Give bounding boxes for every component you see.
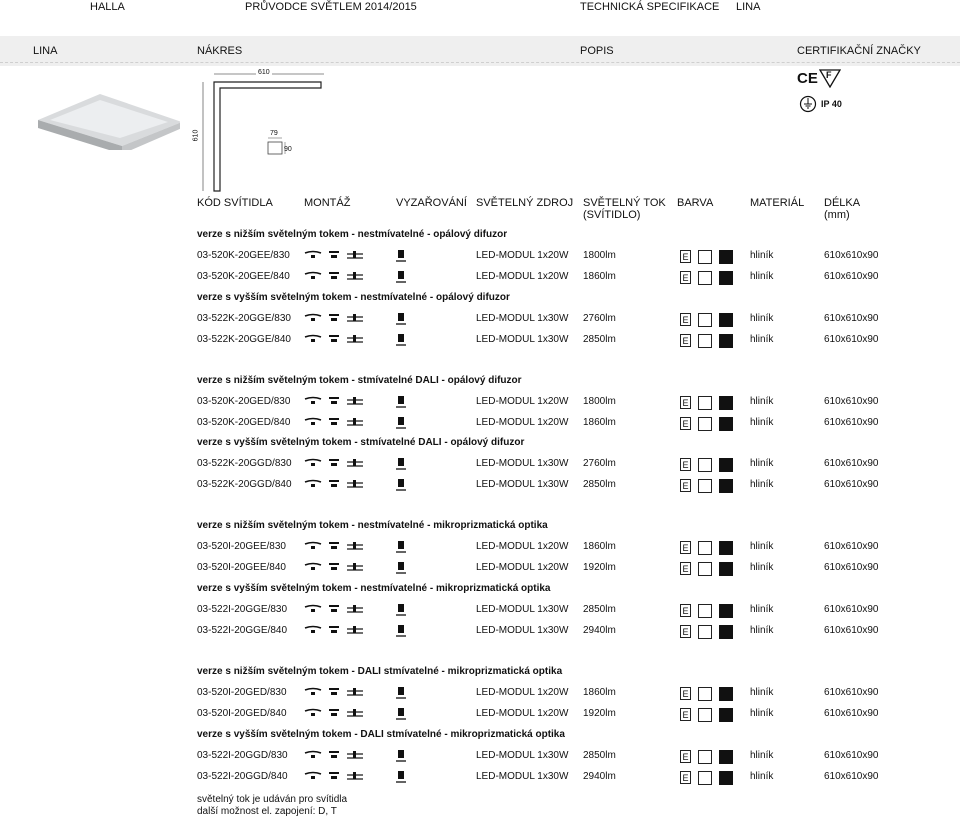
table-row (0, 625, 960, 639)
ip-rating: IP 40 (821, 99, 842, 109)
light-source: LED-MODUL 1x30W (476, 771, 569, 782)
mounting-icons (303, 687, 375, 700)
top-bar (0, 0, 960, 16)
color-white-swatch (698, 479, 712, 493)
mounting-icons (303, 458, 375, 471)
luminous-flux: 1920lm (583, 708, 616, 719)
color-black-swatch (719, 250, 733, 264)
color-e-marker: E (680, 334, 691, 347)
color-e-marker: E (680, 250, 691, 263)
product-code: 03-522K-20GGE/830 (197, 313, 291, 324)
dimensions: 610x610x90 (824, 250, 879, 261)
color-black-swatch (719, 708, 733, 722)
mounting-icons (303, 541, 375, 554)
dimensions: 610x610x90 (824, 625, 879, 636)
luminous-flux: 2850lm (583, 604, 616, 615)
col-kod: KÓD SVÍTIDLA (197, 197, 273, 209)
luminous-flux: 1860lm (583, 271, 616, 282)
dimensions: 610x610x90 (824, 458, 879, 469)
light-source: LED-MODUL 1x30W (476, 458, 569, 469)
color-black-swatch (719, 334, 733, 348)
dimensions: 610x610x90 (824, 271, 879, 282)
emission-icon (396, 625, 406, 640)
material: hliník (750, 708, 774, 719)
mounting-icons (303, 417, 375, 430)
section-label: verze s nižším světelným tokem - nestmívatelné - mikroprizmatická optika (197, 520, 548, 531)
mounting-icons (303, 250, 375, 263)
color-black-swatch (719, 625, 733, 639)
emission-icon (396, 687, 406, 702)
color-e-marker: E (680, 687, 691, 700)
mounting-icons (303, 271, 375, 284)
dimensions: 610x610x90 (824, 334, 879, 345)
material: hliník (750, 479, 774, 490)
col-vyzarovani: VYZAŘOVÁNÍ (396, 197, 467, 209)
mounting-icons (303, 604, 375, 617)
section-label: verze s nižším světelným tokem - DALI stmívatelné - mikroprizmatická optika (197, 666, 563, 677)
product-code: 03-520I-20GED/840 (197, 708, 287, 719)
light-source: LED-MODUL 1x30W (476, 604, 569, 615)
dimensions: 610x610x90 (824, 417, 879, 428)
emission-icon (396, 479, 406, 494)
light-source: LED-MODUL 1x20W (476, 271, 569, 282)
luminous-flux: 1800lm (583, 396, 616, 407)
emission-icon (396, 334, 406, 349)
color-white-swatch (698, 625, 712, 639)
dimensions: 610x610x90 (824, 541, 879, 552)
product-code: 03-520I-20GED/830 (197, 687, 287, 698)
color-black-swatch (719, 396, 733, 410)
col-zdroj: SVĚTELNÝ ZDROJ (476, 197, 574, 209)
color-e-marker: E (680, 313, 691, 326)
dimensions: 610x610x90 (824, 313, 879, 324)
table-row (0, 708, 960, 722)
emission-icon (396, 771, 406, 786)
color-white-swatch (698, 687, 712, 701)
color-black-swatch (719, 271, 733, 285)
color-black-swatch (719, 458, 733, 472)
color-black-swatch (719, 604, 733, 618)
color-black-swatch (719, 687, 733, 701)
table-row (0, 417, 960, 431)
emission-icon (396, 458, 406, 473)
material: hliník (750, 604, 774, 615)
color-white-swatch (698, 417, 712, 431)
light-source: LED-MODUL 1x20W (476, 708, 569, 719)
mounting-icons (303, 625, 375, 638)
dim-profile-h: 90 (284, 146, 292, 153)
emission-icon (396, 562, 406, 577)
product-code: 03-522I-20GGE/830 (197, 604, 288, 615)
material: hliník (750, 417, 774, 428)
color-e-marker: E (680, 541, 691, 554)
mounting-icons (303, 313, 375, 326)
product-code: 03-520K-20GED/830 (197, 396, 291, 407)
dimensions: 610x610x90 (824, 687, 879, 698)
color-white-swatch (698, 771, 712, 785)
table-row (0, 396, 960, 410)
product-code: 03-522K-20GGD/840 (197, 479, 292, 490)
color-e-marker: E (680, 271, 691, 284)
header-cert: CERTIFIKAČNÍ ZNAČKY (797, 45, 921, 57)
product-code: 03-522I-20GGD/830 (197, 750, 288, 761)
product-code: 03-522I-20GGE/840 (197, 625, 288, 636)
emission-icon (396, 541, 406, 556)
nav-techspec[interactable]: TECHNICKÁ SPECIFIKACE (580, 1, 720, 13)
section-label: verze s vyšším světelným tokem - nestmívatelné - opálový difuzor (197, 292, 510, 303)
light-source: LED-MODUL 1x30W (476, 750, 569, 761)
light-source: LED-MODUL 1x30W (476, 334, 569, 345)
section-label: verze s vyšším světelným tokem - DALI stmívatelné - mikroprizmatická optika (197, 729, 565, 740)
color-e-marker: E (680, 417, 691, 430)
footer-note-1: světelný tok je udáván pro svítidla (197, 794, 348, 805)
color-black-swatch (719, 313, 733, 327)
table-row (0, 541, 960, 555)
col-montaz: MONTÁŽ (304, 197, 351, 209)
nav-halla[interactable]: HALLA (90, 1, 125, 13)
table-row (0, 771, 960, 785)
nav-pruvodce[interactable]: PRŮVODCE SVĚTLEM 2014/2015 (245, 1, 417, 13)
emission-icon (396, 750, 406, 765)
product-code: 03-520I-20GEE/840 (197, 562, 286, 573)
luminous-flux: 1920lm (583, 562, 616, 573)
light-source: LED-MODUL 1x20W (476, 417, 569, 428)
emission-icon (396, 708, 406, 723)
color-white-swatch (698, 271, 712, 285)
color-black-swatch (719, 750, 733, 764)
mounting-icons (303, 479, 375, 492)
section-label: verze s vyšším světelným tokem - nestmívatelné - mikroprizmatická optika (197, 583, 551, 594)
ground-class-icon (799, 95, 817, 113)
material: hliník (750, 458, 774, 469)
col-material: MATERIÁL (750, 197, 805, 209)
emission-icon (396, 250, 406, 265)
mounting-icons (303, 771, 375, 784)
color-e-marker: E (680, 771, 691, 784)
material: hliník (750, 750, 774, 761)
material: hliník (750, 396, 774, 407)
col-tok: SVĚTELNÝ TOK (SVÍTIDLO) (583, 197, 666, 221)
product-code: 03-522I-20GGD/840 (197, 771, 288, 782)
section-label: verze s nižším světelným tokem - stmívatelné DALI - opálový difuzor (197, 375, 522, 386)
color-white-swatch (698, 250, 712, 264)
material: hliník (750, 313, 774, 324)
mounting-icons (303, 562, 375, 575)
color-white-swatch (698, 541, 712, 555)
col-delka: DÉLKA (mm) (824, 197, 861, 221)
color-black-swatch (719, 771, 733, 785)
table-row (0, 604, 960, 618)
color-white-swatch (698, 334, 712, 348)
emission-icon (396, 417, 406, 432)
ce-mark-icon: CE (797, 70, 818, 87)
color-e-marker: E (680, 750, 691, 763)
color-white-swatch (698, 562, 712, 576)
product-code: 03-520K-20GEE/830 (197, 250, 290, 261)
product-code: 03-522K-20GGE/840 (197, 334, 291, 345)
emission-icon (396, 604, 406, 619)
table-row (0, 250, 960, 264)
color-e-marker: E (680, 625, 691, 638)
material: hliník (750, 541, 774, 552)
table-row (0, 334, 960, 348)
product-code: 03-520K-20GED/840 (197, 417, 291, 428)
color-black-swatch (719, 417, 733, 431)
material: hliník (750, 562, 774, 573)
header-lina: LINA (33, 45, 58, 57)
luminous-flux: 2850lm (583, 334, 616, 345)
dimensions: 610x610x90 (824, 708, 879, 719)
material: hliník (750, 334, 774, 345)
section-label: verze s vyšším světelným tokem - stmívatelné DALI - opálový difuzor (197, 437, 525, 448)
light-source: LED-MODUL 1x20W (476, 250, 569, 261)
footer-note-2: další možnost el. zapojení: D, T (197, 806, 337, 817)
light-source: LED-MODUL 1x20W (476, 562, 569, 573)
dimensions: 610x610x90 (824, 604, 879, 615)
emission-icon (396, 313, 406, 328)
header-nakres: NÁKRES (197, 45, 243, 57)
mounting-icons (303, 750, 375, 763)
material: hliník (750, 625, 774, 636)
product-code: 03-520I-20GEE/830 (197, 541, 286, 552)
table-row (0, 750, 960, 764)
light-source: LED-MODUL 1x20W (476, 396, 569, 407)
light-source: LED-MODUL 1x30W (476, 313, 569, 324)
color-white-swatch (698, 396, 712, 410)
emission-icon (396, 396, 406, 411)
dimensions: 610x610x90 (824, 479, 879, 490)
luminous-flux: 1800lm (583, 250, 616, 261)
product-code: 03-520K-20GEE/840 (197, 271, 290, 282)
color-e-marker: E (680, 396, 691, 409)
luminous-flux: 2850lm (583, 750, 616, 761)
color-white-swatch (698, 313, 712, 327)
color-e-marker: E (680, 458, 691, 471)
color-e-marker: E (680, 562, 691, 575)
color-white-swatch (698, 750, 712, 764)
table-row (0, 458, 960, 472)
luminous-flux: 1860lm (583, 687, 616, 698)
product-photo (30, 80, 180, 150)
light-source: LED-MODUL 1x30W (476, 479, 569, 490)
dimensions: 610x610x90 (824, 562, 879, 573)
table-row (0, 479, 960, 493)
color-black-swatch (719, 541, 733, 555)
section-header (0, 36, 960, 66)
material: hliník (750, 271, 774, 282)
section-label: verze s nižším světelným tokem - nestmívatelné - opálový difuzor (197, 229, 508, 240)
color-white-swatch (698, 604, 712, 618)
table-row (0, 313, 960, 327)
luminous-flux: 1860lm (583, 541, 616, 552)
mounting-icons (303, 708, 375, 721)
color-e-marker: E (680, 604, 691, 617)
luminous-flux: 2850lm (583, 479, 616, 490)
mounting-icons (303, 334, 375, 347)
luminous-flux: 2760lm (583, 458, 616, 469)
color-black-swatch (719, 562, 733, 576)
divider (0, 62, 960, 63)
color-white-swatch (698, 708, 712, 722)
color-white-swatch (698, 458, 712, 472)
table-row (0, 562, 960, 576)
dim-height: 610 (192, 129, 200, 142)
col-barva: BARVA (677, 197, 714, 209)
table-row (0, 687, 960, 701)
material: hliník (750, 771, 774, 782)
technical-drawing (192, 66, 326, 194)
dim-profile-w: 79 (270, 130, 278, 137)
luminous-flux: 2760lm (583, 313, 616, 324)
dimensions: 610x610x90 (824, 396, 879, 407)
dimensions: 610x610x90 (824, 750, 879, 761)
luminous-flux: 2940lm (583, 771, 616, 782)
light-source: LED-MODUL 1x20W (476, 541, 569, 552)
luminous-flux: 1860lm (583, 417, 616, 428)
color-e-marker: E (680, 708, 691, 721)
cert-marks: CE F IP 40 (797, 68, 857, 116)
material: hliník (750, 250, 774, 261)
dimensions: 610x610x90 (824, 771, 879, 782)
material: hliník (750, 687, 774, 698)
luminous-flux: 2940lm (583, 625, 616, 636)
emission-icon (396, 271, 406, 286)
mounting-icons (303, 396, 375, 409)
color-e-marker: E (680, 479, 691, 492)
header-popis: POPIS (580, 45, 614, 57)
table-row (0, 271, 960, 285)
dim-width: 610 (258, 69, 270, 76)
light-source: LED-MODUL 1x20W (476, 687, 569, 698)
nav-lina[interactable]: LINA (736, 1, 761, 13)
product-code: 03-522K-20GGD/830 (197, 458, 292, 469)
light-source: LED-MODUL 1x30W (476, 625, 569, 636)
color-black-swatch (719, 479, 733, 493)
